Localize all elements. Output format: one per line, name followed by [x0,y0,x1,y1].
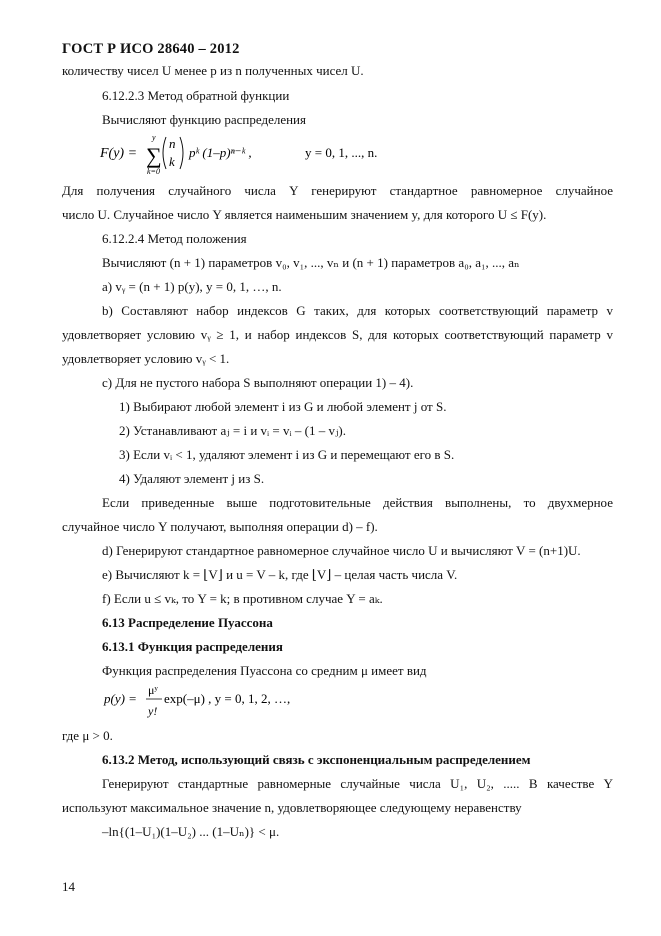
binom-left-paren [163,137,166,169]
text-line: Вычисляют функцию распределения [102,112,306,127]
binom-top: n [169,136,176,151]
formula-lhs: p(y) = [104,691,137,706]
formula-poisson [104,681,364,725]
section-heading: 6.13.1 Функция распределения [102,639,283,654]
formula-lhs: F(y) = [100,146,138,161]
text-line: используют максимальное значение n, удовлетворяющее следующему неравенству [62,800,522,815]
formula-body: pᵏ (1–p)ⁿ⁻ᵏ , [189,145,252,160]
list-item: 3) Если vᵢ < 1, удаляют элемент i из G и перемещают его в S. [119,447,455,462]
text-line: число U. Случайное число Y является наименьшим значением y, для которого U ≤ F(y). [62,207,547,222]
fraction-denominator: y! [148,704,158,718]
list-item: d) Генерируют стандартное равномерное случайное число U и вычисляют V = (n+1)U. [102,543,581,558]
list-item: c) Для не пустого набора S выполняют операции 1) – 4). [102,375,414,390]
binom-bottom: k [169,154,175,169]
binom-right-paren [180,137,183,169]
sum-lower: k=0 [147,167,160,176]
text-line: Для получения случайного числа Y генерируют стандартное равномерное случайное [62,183,613,198]
section-heading: 6.12.2.3 Метод обратной функции [102,88,290,103]
text-line: удовлетворяет условию vᵧ ≥ 1, и набор индексов S, для которых соответствующий параметр v [62,327,613,342]
formula-rest: exp(–μ) , y = 0, 1, 2, …, [164,691,291,706]
text-line: Если приведенные выше подготовительные действия выполнены, то двухмерное [102,495,613,510]
formula-distribution-function [100,132,378,180]
formula-svg [100,132,378,176]
text-line: где μ > 0. [62,728,113,743]
list-item: a) vᵧ = (n + 1) p(y), y = 0, 1, …, n. [102,279,282,294]
text-line: случайное число Y получают, выполняя операции d) – f). [62,519,378,534]
text-line: удовлетворяет условию vᵧ < 1. [62,351,230,366]
list-item: 1) Выбирают любой элемент i из G и любой элемент j от S. [119,399,447,414]
fraction-numerator: μʸ [148,683,158,697]
list-item: e) Вычисляют k = ⌊V⌋ и u = V – k, где ⌊V⌋ – целая часть числа V. [102,567,458,582]
formula-range: y = 0, 1, ..., n. [305,145,378,160]
list-item: 4) Удаляют элемент j из S. [119,471,265,486]
list-item: b) Составляют набор индексов G таких, для которых соответствующий параметр v [102,303,613,318]
text-line: Функция распределения Пуассона со средним μ имеет вид [102,663,427,678]
section-heading: 6.12.2.4 Метод положения [102,231,247,246]
text-line: Вычисляют (n + 1) параметров v₀, v₁, ..., vₙ и (n + 1) параметров a₀, a₁, ..., aₙ [102,255,520,270]
list-item: 2) Устанавливают aⱼ = i и vᵢ = vᵢ – (1 – vⱼ). [119,423,346,438]
list-item: f) Если u ≤ vₖ, то Y = k; в противном случае Y = aₖ. [102,591,383,606]
text-line: количеству чисел U менее p из n полученных чисел U. [62,63,364,78]
section-heading: 6.13.2 Метод, использующий связь с экспоненциальным распределением [102,752,531,767]
text-line: Генерируют стандартные равномерные случайные числа U₁, U₂, ..... В качестве Y [102,776,613,791]
sum-upper: y [152,133,156,142]
formula-inequality: –ln{(1–U₁)(1–U₂) ... (1–Uₙ)} < μ. [102,824,280,839]
sum-symbol: ∑ [146,143,162,168]
formula-svg [104,681,364,721]
page-number: 14 [62,879,75,894]
document-header: ГОСТ Р ИСО 28640 – 2012 [62,41,240,57]
section-heading: 6.13 Распределение Пуассона [102,615,273,630]
